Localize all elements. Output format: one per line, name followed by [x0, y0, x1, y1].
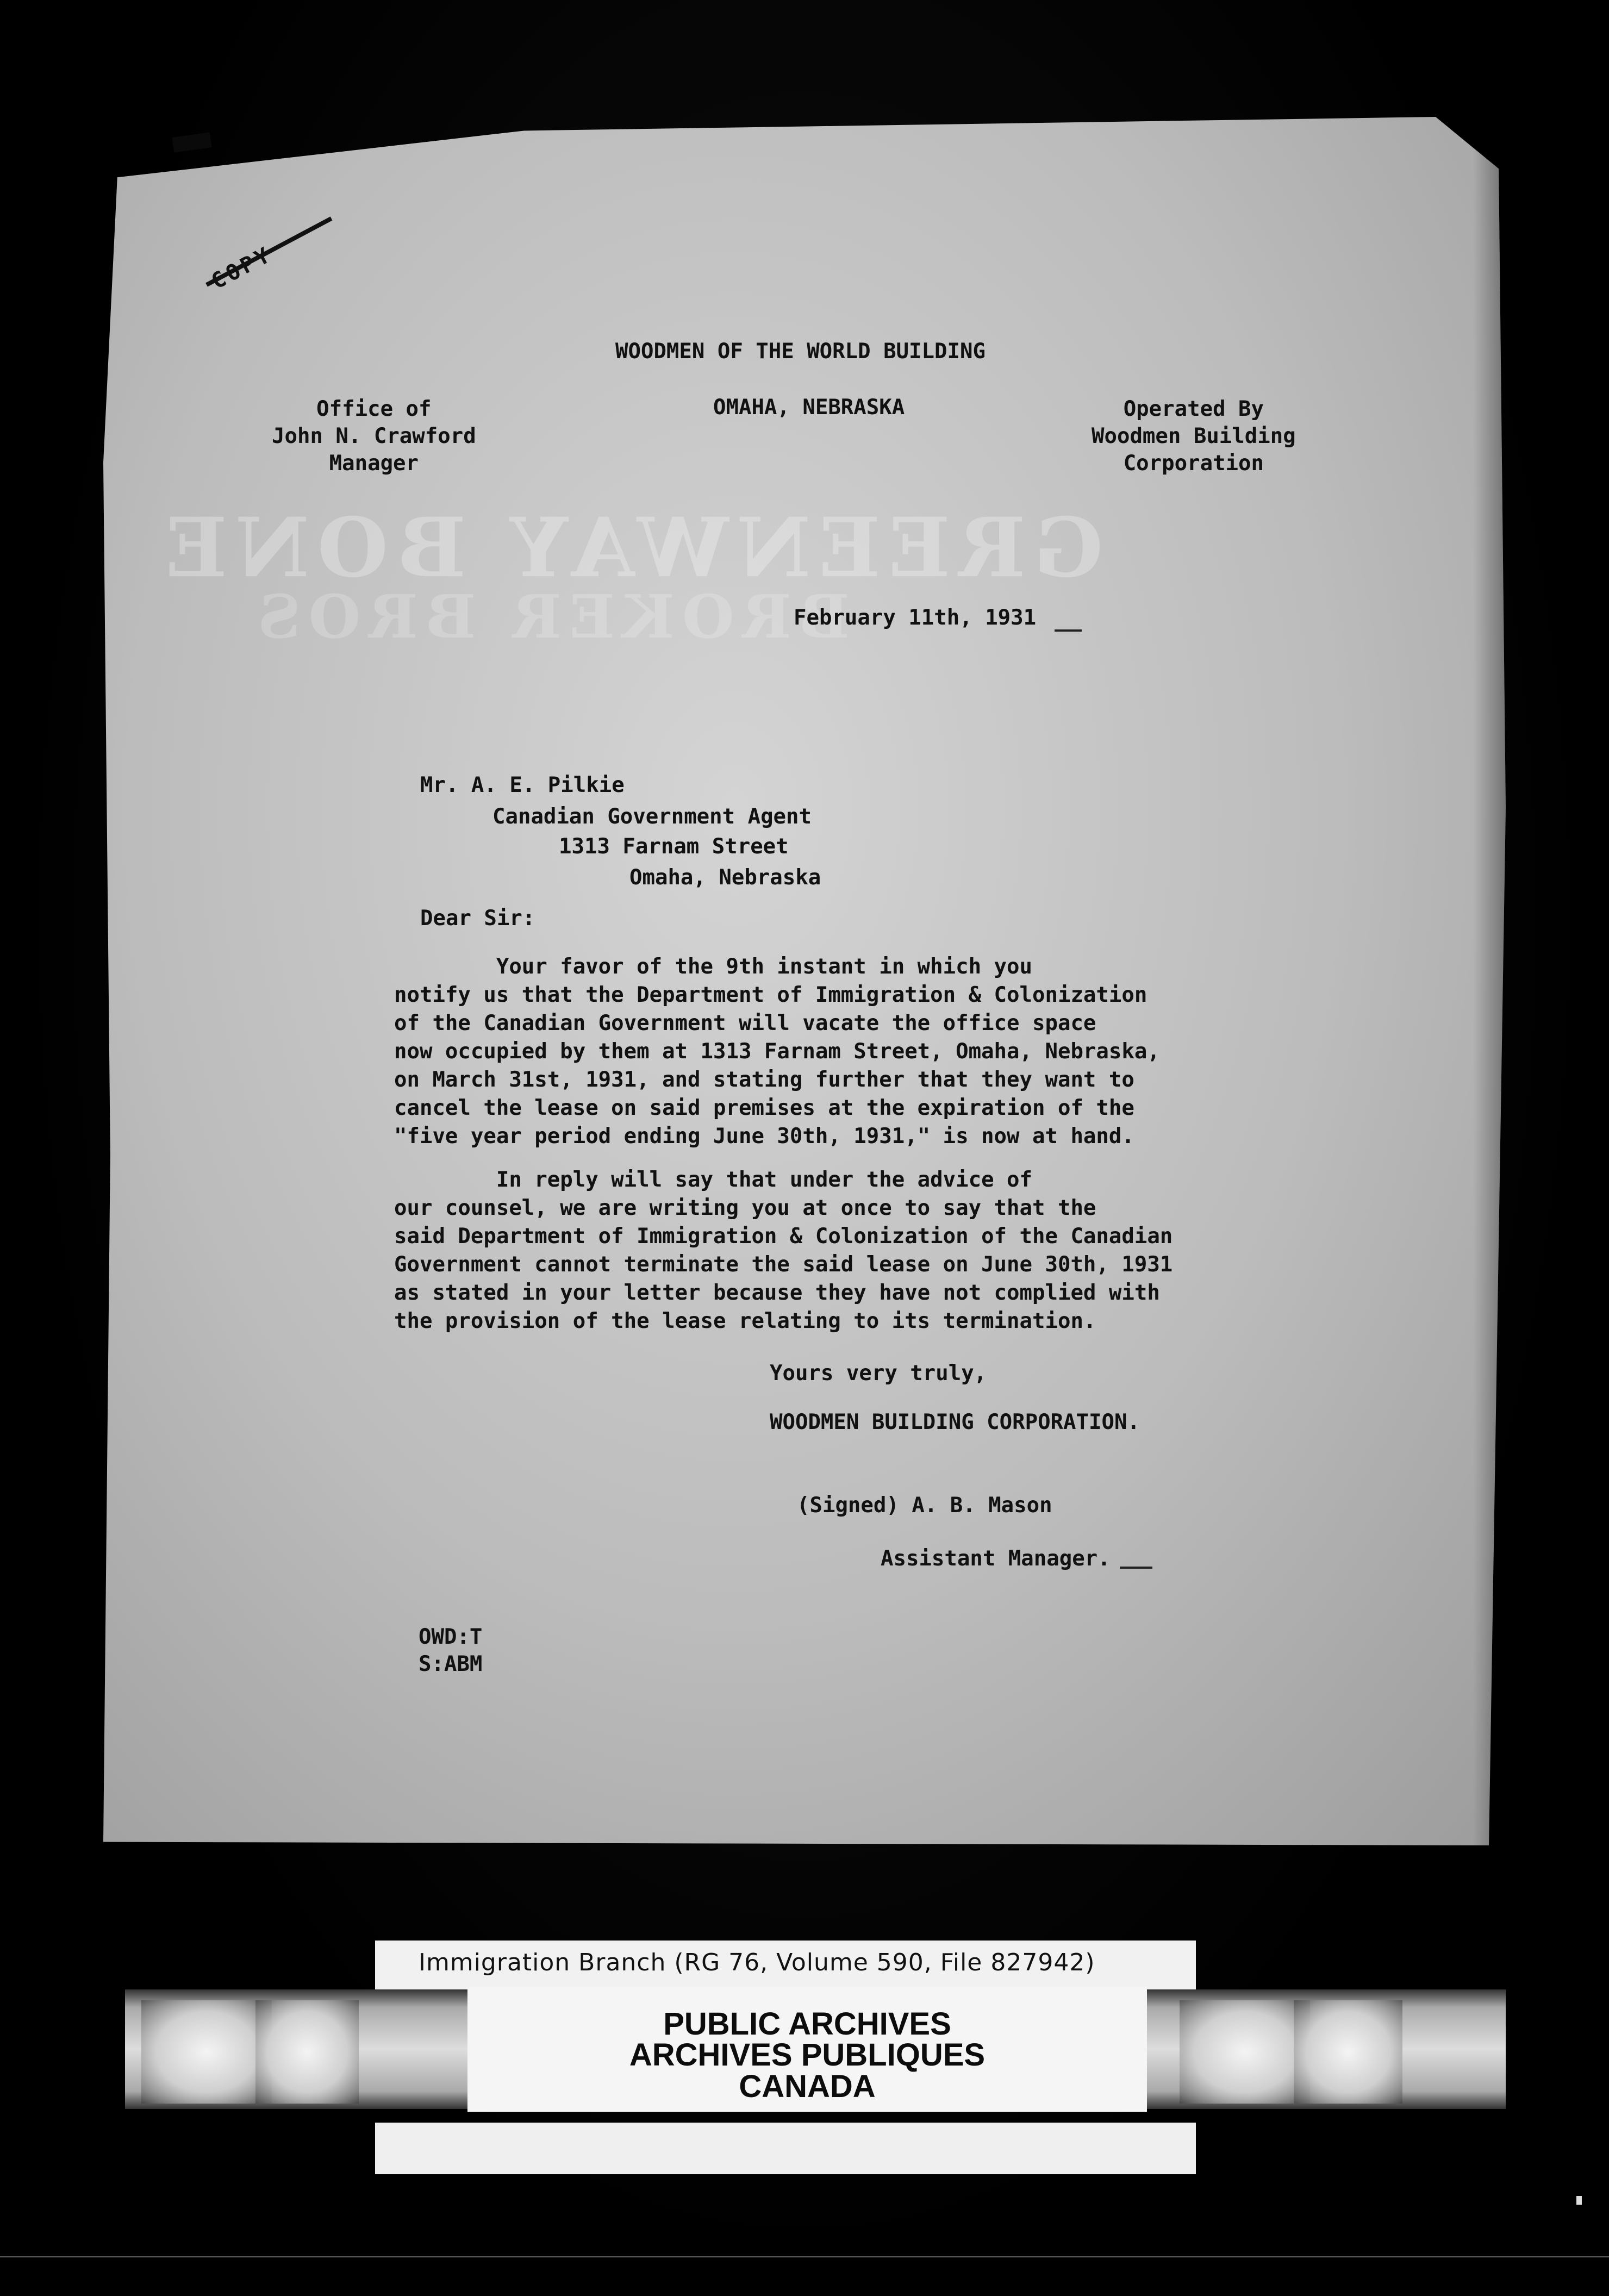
closing-company: WOODMEN BUILDING CORPORATION. [770, 1410, 1140, 1434]
body-paragraph-2 [394, 1166, 1173, 1336]
recipient-street: 1313 Farnam Street [559, 834, 789, 859]
body-line: In reply will say that under the advice of [394, 1168, 1032, 1192]
body-paragraph-1 [394, 953, 1160, 1151]
film-highlight [1180, 2000, 1310, 2104]
signature-underline [1120, 1567, 1152, 1569]
recipient-name: Mr. A. E. Pilkie [420, 773, 625, 797]
date-underline [1055, 629, 1082, 632]
archives-label-country: CANADA [739, 2069, 876, 2104]
archive-reference-text: Immigration Branch (RG 76, Volume 590, File 827942) [419, 1949, 1095, 1976]
initials-line: OWD:T [419, 1625, 483, 1649]
film-highlight [255, 2000, 359, 2104]
signature-title: Assistant Manager. [881, 1546, 1111, 1571]
letterhead-city: OMAHA, NEBRASKA [713, 395, 905, 420]
film-highlight [1294, 2000, 1402, 2104]
office-line: John N. Crawford [272, 424, 476, 448]
closing-phrase: Yours very truly, [770, 1361, 987, 1386]
signature-line: (Signed) A. B. Mason [797, 1493, 1052, 1518]
archives-label-french: ARCHIVES PUBLIQUES [629, 2037, 986, 2073]
body-line: notify us that the Department of Immigration & Colonization [394, 983, 1147, 1007]
letterhead-office-block [272, 396, 476, 477]
letterhead-operator-block [1092, 396, 1296, 477]
operator-line: Operated By [1123, 397, 1264, 421]
letterhead-building: WOODMEN OF THE WORLD BUILDING [615, 339, 986, 364]
reference-initials [419, 1624, 482, 1678]
body-line: on March 31st, 1931, and stating further that they want to [394, 1068, 1134, 1092]
body-line: Government cannot terminate the said lease on June 30th, 1931 [394, 1252, 1173, 1277]
body-line: the provision of the lease relating to its termination. [394, 1309, 1096, 1333]
recipient-title: Canadian Government Agent [492, 804, 812, 829]
bleed-through-subline: BROKER BROS [250, 582, 850, 652]
office-line: Manager [329, 451, 419, 476]
body-line: now occupied by them at 1313 Farnam Street, Omaha, Nebraska, [394, 1039, 1160, 1064]
bleed-through-letterhead: GREENWAY BONE [158, 500, 1103, 596]
body-line: cancel the lease on said premises at the expiration of the [394, 1096, 1134, 1120]
salutation: Dear Sir: [420, 906, 535, 931]
initials-line: S:ABM [419, 1652, 483, 1676]
body-line: of the Canadian Government will vacate the office space [394, 1011, 1096, 1035]
body-line: as stated in your letter because they have not complied with [394, 1281, 1160, 1305]
operator-line: Corporation [1123, 451, 1264, 476]
letter-date: February 11th, 1931 [794, 606, 1037, 630]
body-line: Your favor of the 9th instant in which you [394, 954, 1032, 979]
body-line: said Department of Immigration & Colonization of the Canadian [394, 1224, 1173, 1249]
body-line: our counsel, we are writing you at once to say that the [394, 1196, 1096, 1220]
office-line: Office of [316, 397, 432, 421]
body-line: "five year period ending June 30th, 1931," is now at hand. [394, 1124, 1134, 1149]
film-bottom-strip [375, 2123, 1196, 2174]
archives-label-english: PUBLIC ARCHIVES [663, 2006, 951, 2042]
recipient-city: Omaha, Nebraska [629, 865, 821, 890]
film-edge-line [0, 2256, 1609, 2257]
film-highlight [141, 2000, 272, 2104]
film-corner-mark [1576, 2196, 1582, 2205]
operator-line: Woodmen Building [1092, 424, 1296, 448]
